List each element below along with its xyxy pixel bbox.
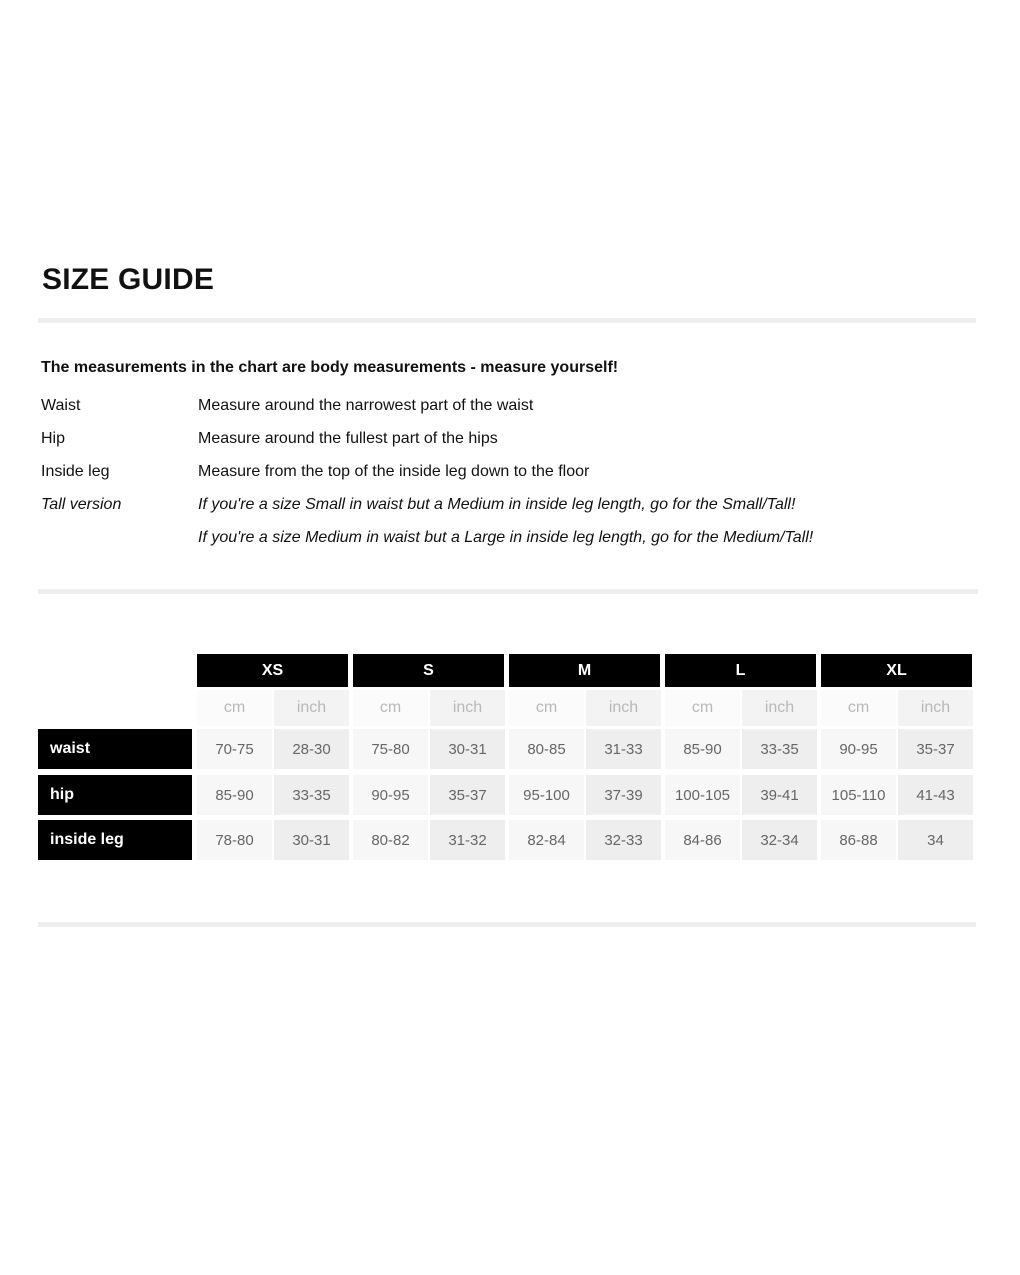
row-label-waist: waist bbox=[38, 729, 192, 769]
table-cell: 32-33 bbox=[586, 820, 661, 860]
divider bbox=[38, 318, 976, 323]
divider bbox=[38, 589, 978, 594]
table-cell: 35-37 bbox=[898, 729, 973, 769]
unit-header-inch: inch bbox=[742, 690, 817, 726]
measurement-description: If you're a size Small in waist but a Medium in inside leg length, go for the Small/Tall! bbox=[198, 496, 796, 513]
measurement-label: Waist bbox=[41, 397, 81, 414]
page-title: SIZE GUIDE bbox=[42, 263, 215, 296]
table-cell: 34 bbox=[898, 820, 973, 860]
size-header-m: M bbox=[509, 654, 660, 687]
table-cell: 30-31 bbox=[274, 820, 349, 860]
table-cell: 85-90 bbox=[197, 775, 272, 815]
measurement-label: Inside leg bbox=[41, 463, 110, 480]
intro-text: The measurements in the chart are body measurements - measure yourself! bbox=[41, 359, 619, 376]
measurement-label: Tall version bbox=[41, 496, 122, 513]
unit-header-cm: cm bbox=[509, 690, 584, 726]
measurement-row-hip bbox=[41, 429, 971, 449]
size-header-s: S bbox=[353, 654, 504, 687]
unit-header-inch: inch bbox=[430, 690, 505, 726]
table-cell: 31-33 bbox=[586, 729, 661, 769]
size-header-l: L bbox=[665, 654, 816, 687]
unit-header-inch: inch bbox=[586, 690, 661, 726]
table-cell: 32-34 bbox=[742, 820, 817, 860]
measurement-description: Measure around the fullest part of the hips bbox=[198, 430, 498, 447]
size-header-xs: XS bbox=[197, 654, 348, 687]
unit-header-inch: inch bbox=[274, 690, 349, 726]
table-cell: 105-110 bbox=[821, 775, 896, 815]
row-label-inside-leg: inside leg bbox=[38, 820, 192, 860]
size-header-xl: XL bbox=[821, 654, 972, 687]
table-cell: 39-41 bbox=[742, 775, 817, 815]
measurement-description: Measure around the narrowest part of the waist bbox=[198, 397, 534, 414]
measurement-row-tall-version-2 bbox=[41, 528, 971, 548]
table-cell: 33-35 bbox=[274, 775, 349, 815]
table-cell: 80-85 bbox=[509, 729, 584, 769]
table-cell: 28-30 bbox=[274, 729, 349, 769]
divider bbox=[38, 922, 976, 927]
table-cell: 31-32 bbox=[430, 820, 505, 860]
table-cell: 90-95 bbox=[821, 729, 896, 769]
measurement-row-waist bbox=[41, 396, 971, 416]
table-cell: 82-84 bbox=[509, 820, 584, 860]
unit-header-cm: cm bbox=[665, 690, 740, 726]
table-cell: 35-37 bbox=[430, 775, 505, 815]
unit-header-cm: cm bbox=[353, 690, 428, 726]
table-cell: 95-100 bbox=[509, 775, 584, 815]
table-cell: 84-86 bbox=[665, 820, 740, 860]
table-cell: 41-43 bbox=[898, 775, 973, 815]
table-cell: 86-88 bbox=[821, 820, 896, 860]
table-cell: 78-80 bbox=[197, 820, 272, 860]
unit-header-inch: inch bbox=[898, 690, 973, 726]
measurement-row-tall-version bbox=[41, 495, 971, 515]
table-cell: 70-75 bbox=[197, 729, 272, 769]
table-cell: 90-95 bbox=[353, 775, 428, 815]
table-cell: 30-31 bbox=[430, 729, 505, 769]
unit-header-cm: cm bbox=[821, 690, 896, 726]
measurement-label: Hip bbox=[41, 430, 66, 447]
table-cell: 37-39 bbox=[586, 775, 661, 815]
table-cell: 75-80 bbox=[353, 729, 428, 769]
measurement-description: Measure from the top of the inside leg down to the floor bbox=[198, 463, 590, 480]
table-cell: 100-105 bbox=[665, 775, 740, 815]
table-cell: 33-35 bbox=[742, 729, 817, 769]
measurement-row-inside-leg bbox=[41, 462, 971, 482]
table-cell: 85-90 bbox=[665, 729, 740, 769]
unit-header-cm: cm bbox=[197, 690, 272, 726]
table-cell: 80-82 bbox=[353, 820, 428, 860]
row-label-hip: hip bbox=[38, 775, 192, 815]
measurement-description: If you're a size Medium in waist but a Large in inside leg length, go for the Medium/Tall! bbox=[198, 529, 814, 546]
